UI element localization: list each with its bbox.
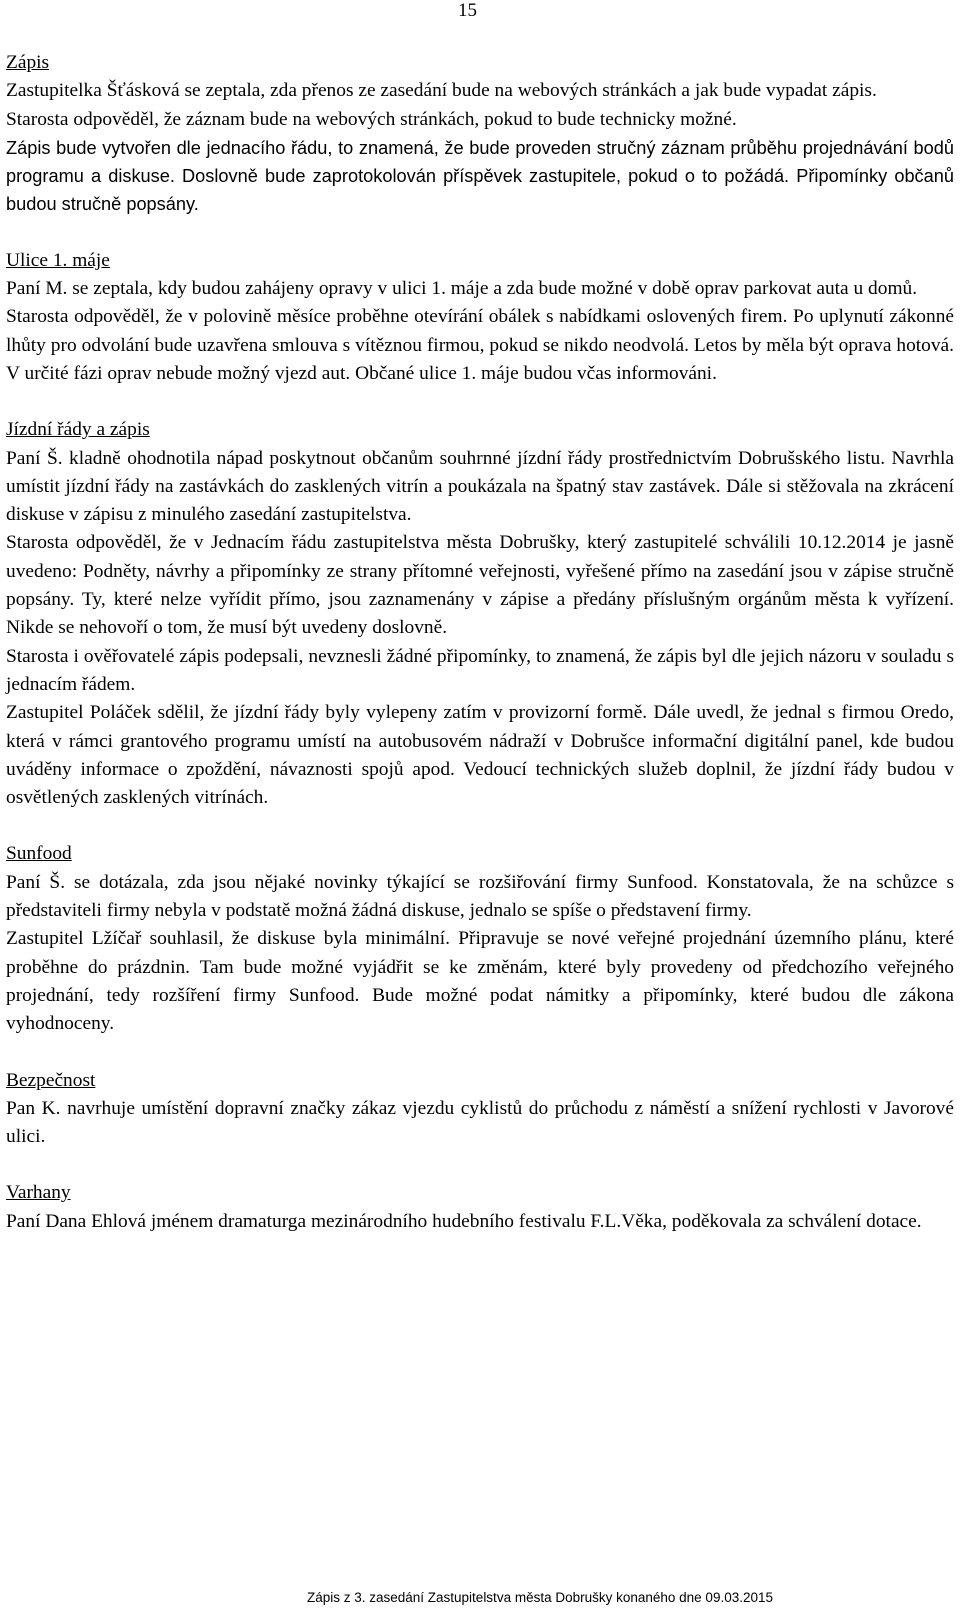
section-gap bbox=[6, 1039, 954, 1067]
paragraph: Starosta odpověděl, že v Jednacím řádu zastupitelstva města Dobrušky, který zastupitelé schválili 10.12.2014 je jasně uvedeno: Podněty, návrhy a připomínky ze strany přítomné veřejnosti, vyřešené přímo na zasedání jsou v zápise stručně popsány. Ty, které nelze vyřídit přímo, jsou zaznamenány v zápise a předány příslušným orgánům města k vyřízení. Nikde se nehovoří o tom, že musí být uvedeny doslovně. bbox=[6, 532, 954, 639]
document-body bbox=[6, 49, 954, 1236]
paragraph: Zápis bude vytvořen dle jednacího řádu, to znamená, že bude proveden stručný záznam průběhu projednávání bodů programu a diskuse. Doslovně bude zaprotokolován příspěvek zastupitele, pokud o to požádá. Připomínky občanů budou stručně popsány. bbox=[6, 137, 954, 215]
paragraph: Zastupitel Lžíčař souhlasil, že diskuse byla minimální. Připravuje se nové veřejné projednání územního plánu, které proběhne do prázdnin. Tam bude možné vyjádřit se ke změnám, které byly provedeny od předchozího veřejného projednání, tedy rozšíření firmy Sunfood. Bude možné podat námitky a připomínky, které budou dle zákona vyhodnoceny. bbox=[6, 928, 954, 1035]
section-gap bbox=[6, 388, 954, 416]
paragraph: Starosta i ověřovatelé zápis podepsali, nevznesli žádné připomínky, to znamená, že zápis byl dle jejich názoru v souladu s jednacím řádem. bbox=[6, 645, 954, 695]
paragraph: Starosta odpověděl, že v polovině měsíce proběhne otevírání obálek s nabídkami oslovených firem. Po uplynutí zákonné lhůty pro odvolání bude uzavřena smlouva s vítěznou firmou, pokud se nikdo neodvolá. Letos by měla být oprava hotová. V určité fázi oprav nebude možný vjezd aut. Občané ulice 1. máje budou včas informováni. bbox=[6, 306, 954, 384]
section-gap bbox=[6, 219, 954, 247]
section-heading-ulice: Ulice 1. máje bbox=[6, 249, 110, 271]
section-heading-bezpecnost: Bezpečnost bbox=[6, 1069, 96, 1091]
paragraph: Paní Š. kladně ohodnotila nápad poskytnout občanům souhrnné jízdní řády prostřednictvím Dobrušského listu. Navrhla umístit jízdní řády na zastávkách do zasklených vitrín a poukázala na špatný stav zastávek. Dále si stěžovala na zkrácení diskuse v zápisu z minulého zasedání zastupitelstva. bbox=[6, 447, 954, 526]
section-heading-varhany: Varhany bbox=[6, 1182, 71, 1204]
section-gap bbox=[6, 812, 954, 840]
paragraph: Paní Dana Ehlová jménem dramaturga mezinárodního hudebního festivalu F.L.Věka, poděkovala za schválení dotace. bbox=[6, 1210, 922, 1232]
page-number: 15 bbox=[458, 0, 477, 21]
paragraph: Paní M. se zeptala, kdy budou zahájeny opravy v ulici 1. máje a zda bude možné v době oprav parkovat auta u domů. bbox=[6, 278, 918, 300]
section-gap bbox=[6, 1151, 954, 1179]
paragraph: Paní Š. se dotázala, zda jsou nějaké novinky týkající se rozšiřování firmy Sunfood. Konstatovala, že na schůzce s představiteli firmy nebyla v podstatě možná žádná diskuse, jednalo se spíše o představení firmy. bbox=[6, 871, 954, 922]
section-heading-zapis: Zápis bbox=[6, 52, 50, 73]
section-heading-jizdni-rady: Jízdní řády a zápis bbox=[6, 419, 150, 441]
paragraph: Zastupitel Poláček sdělil, že jízdní řády byly vylepeny zatím v provizorní formě. Dále uvedl, že jednal s firmou Oredo, která v rámci grantového programu umístí na autobusovém nádraží v Dobrušce informační digitální panel, kde budou uváděny informace o zpoždění, návaznosti spojů apod. Vedoucí technických služeb doplnil, že jízdní řády budou v osvětlených zasklených vitrínách. bbox=[6, 702, 954, 809]
paragraph: Zastupitelka Šťásková se zeptala, zda přenos ze zasedání bude na webových stránkách a jak bude vypadat zápis. bbox=[6, 80, 877, 102]
paragraph: Pan K. navrhuje umístění dopravní značky zákaz vjezdu cyklistů do průchodu z náměstí a snížení rychlosti v Javorové ulici. bbox=[6, 1097, 954, 1148]
paragraph: Starosta odpověděl, že záznam bude na webových stránkách, pokud to bude technicky možné. bbox=[6, 108, 737, 130]
page-footer: Zápis z 3. zasedání Zastupitelstva města Dobrušky konaného dne 09.03.2015 bbox=[306, 1590, 774, 1605]
section-heading-sunfood: Sunfood bbox=[6, 843, 72, 865]
